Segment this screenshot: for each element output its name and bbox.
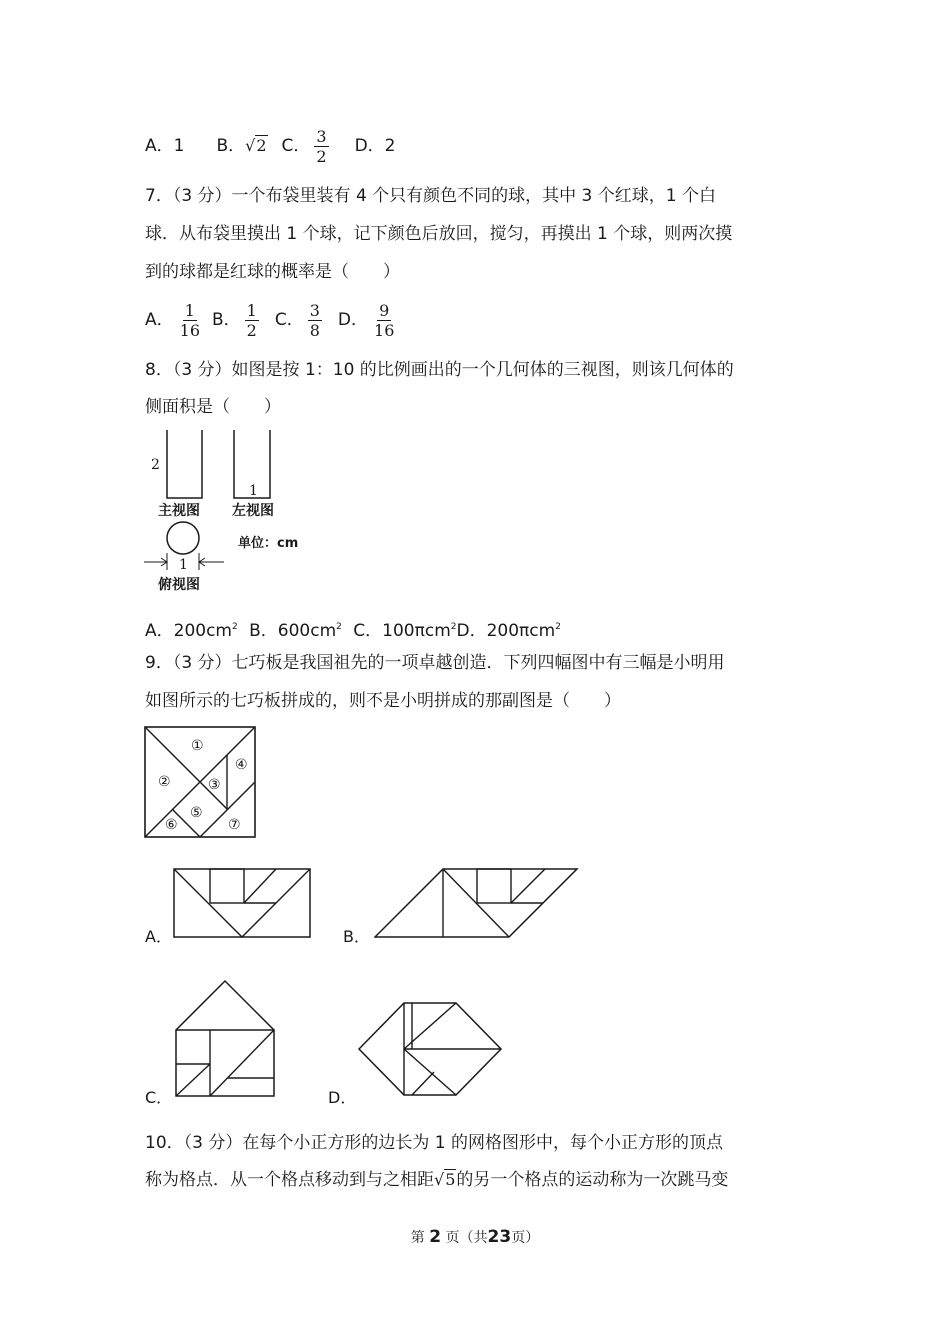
q6-option-c-denominator: 2 <box>316 146 327 166</box>
q6-option-c <box>282 127 333 166</box>
q6-option-b-label: B． <box>216 136 246 156</box>
tangram-label-2: ② <box>158 774 171 790</box>
q8-option-a-sup: 2 <box>231 622 238 632</box>
q8-front-caption: 主视图 <box>158 503 200 519</box>
q6-option-d: D．2 <box>354 136 396 156</box>
q7-option-a-denominator: 16 <box>179 320 200 340</box>
q7-option-a-numerator: 1 <box>184 300 195 320</box>
q8-option-d-sup: 2 <box>555 622 561 632</box>
q9-option-a-figure <box>173 868 313 940</box>
q10-text-line1: 10．（3 分）在每个小正方形的边长为 1 的网格图形中，每个小正方形的顶点 <box>145 1133 723 1153</box>
footer-pre: 第 <box>410 1230 425 1246</box>
q7-option-b-fraction <box>245 301 259 340</box>
q9-option-c-figure <box>173 978 277 1100</box>
q7-option-b-label: B． <box>212 310 241 330</box>
q9-c-diagonal-small <box>176 1064 210 1096</box>
q9-option-b-label: B． <box>343 927 370 946</box>
q9-a-cut-1 <box>244 869 276 903</box>
q8-text-line1: 8．（3 分）如图是按 1：10 的比例画出的一个几何体的三视图，则该几何体的 <box>145 360 734 380</box>
q7-option-c-denominator: 8 <box>309 320 320 340</box>
q9-c-body <box>176 1030 274 1096</box>
q9-b-cut-1 <box>511 869 545 903</box>
q9-d-lower-diagonal <box>404 1049 456 1095</box>
q7-option-d-numerator: 9 <box>379 300 390 320</box>
q6-option-b <box>216 136 267 156</box>
q8-top-caption: 俯视图 <box>158 577 200 593</box>
q9-c-roof <box>176 981 274 1030</box>
q7-text-line3: 到的球都是红球的概率是（ ） <box>145 262 400 282</box>
q7-option-c-fraction <box>308 301 322 340</box>
q7-option-a <box>145 301 206 340</box>
q10-text-line2-before: 称为格点．从一个格点移动到与之相距 <box>145 1170 434 1190</box>
q8-three-views-figure <box>140 425 330 600</box>
q8-option-d <box>457 621 561 641</box>
q6-options <box>145 126 395 166</box>
footer-page-number: 2 <box>429 1227 442 1247</box>
q9-d-small-cut <box>412 1072 434 1095</box>
q9-text-line2: 如图所示的七巧板拼成的，则不是小明拼成的那副图是（ ） <box>145 691 621 711</box>
q7-option-c <box>275 301 326 340</box>
q7-option-a-label: A． <box>145 310 174 330</box>
q8-option-d-text: D．200πcm <box>456 621 556 641</box>
q8-front-view-rect <box>167 430 202 498</box>
q7-option-c-numerator: 3 <box>309 300 320 320</box>
q9-a-small-square <box>210 869 244 903</box>
q9-option-c-label: C． <box>145 1088 173 1107</box>
q8-side-width-label: 1 <box>249 483 258 499</box>
q8-option-c-sup: 2 <box>450 622 457 632</box>
footer-total-pages: 23 <box>487 1227 512 1247</box>
q8-text-line2: 侧面积是（ ） <box>145 397 281 417</box>
q8-front-height-label: 2 <box>151 457 160 473</box>
q6-option-b-radicand: 2 <box>256 136 267 155</box>
q8-top-view-circle <box>167 522 199 554</box>
q9-option-a-label: A． <box>145 927 172 946</box>
q9-tangram-square-figure <box>144 726 258 840</box>
q7-options <box>145 298 400 342</box>
q10-sqrt: √5 <box>434 1170 456 1189</box>
q8-option-b <box>249 621 342 641</box>
q7-text-line2: 球．从布袋里摸出 1 个球，记下颜色后放回，搅匀，再摸出 1 个球，则两次摸 <box>145 224 733 244</box>
q7-option-b-numerator: 1 <box>246 300 257 320</box>
q9-text-line1: 9．（3 分）七巧板是我国祖先的一项卓越创造．下列四幅图中有三幅是小明用 <box>145 653 725 673</box>
q8-option-a-text: A．200cm <box>145 621 232 641</box>
q8-unit-label: 单位：cm <box>238 536 299 551</box>
footer-mid: 页（共 <box>445 1230 488 1246</box>
q7-option-b-denominator: 2 <box>246 320 257 340</box>
q7-option-d <box>338 301 400 340</box>
page-footer <box>0 1227 950 1247</box>
q6-option-a: A．1 <box>145 136 185 156</box>
tangram-label-4: ④ <box>235 757 248 773</box>
q8-option-a <box>145 621 238 641</box>
q8-option-c <box>353 621 456 641</box>
q7-option-d-denominator: 16 <box>374 320 395 340</box>
q8-option-c-text: C．100πcm <box>353 621 451 641</box>
q8-top-diameter-label: 1 <box>179 557 188 573</box>
q6-option-c-numerator: 3 <box>316 126 327 146</box>
q10-sqrt-radicand: 5 <box>445 1170 456 1189</box>
q10-text-line2-after: 的另一个格点的运动称为一次跳马变 <box>456 1170 729 1190</box>
q7-text-line1: 7．（3 分）一个布袋里装有 4 个只有颜色不同的球，其中 3 个红球，1 个白 <box>145 186 717 206</box>
q9-option-d-figure <box>356 1000 504 1098</box>
q7-option-d-label: D． <box>337 310 369 330</box>
q7-option-d-fraction <box>372 301 396 340</box>
q8-option-b-text: B．600cm <box>249 621 337 641</box>
q8-side-caption: 左视图 <box>232 503 274 519</box>
tangram-label-7: ⑦ <box>228 817 241 833</box>
q8-option-b-sup: 2 <box>336 622 342 632</box>
q6-option-b-sqrt: √2 <box>245 136 267 155</box>
q7-option-c-label: C． <box>274 310 304 330</box>
tangram-label-1: ① <box>191 738 204 754</box>
q7-option-a-fraction <box>178 301 202 340</box>
footer-post: 页） <box>511 1230 540 1246</box>
q10-text-line2 <box>145 1170 728 1190</box>
q9-b-small-square <box>477 869 511 903</box>
q9-c-diagonal-large <box>210 1030 274 1096</box>
q9-option-b-figure <box>374 868 580 940</box>
tangram-label-6: ⑥ <box>165 817 178 833</box>
q8-options <box>145 617 561 641</box>
q9-option-d-label: D． <box>328 1088 357 1107</box>
q6-option-c-fraction <box>314 127 328 166</box>
q7-option-b <box>212 301 263 340</box>
tangram-label-5: ⑤ <box>190 805 203 821</box>
tangram-label-3: ③ <box>208 777 221 793</box>
q6-option-c-label: C． <box>281 136 311 156</box>
